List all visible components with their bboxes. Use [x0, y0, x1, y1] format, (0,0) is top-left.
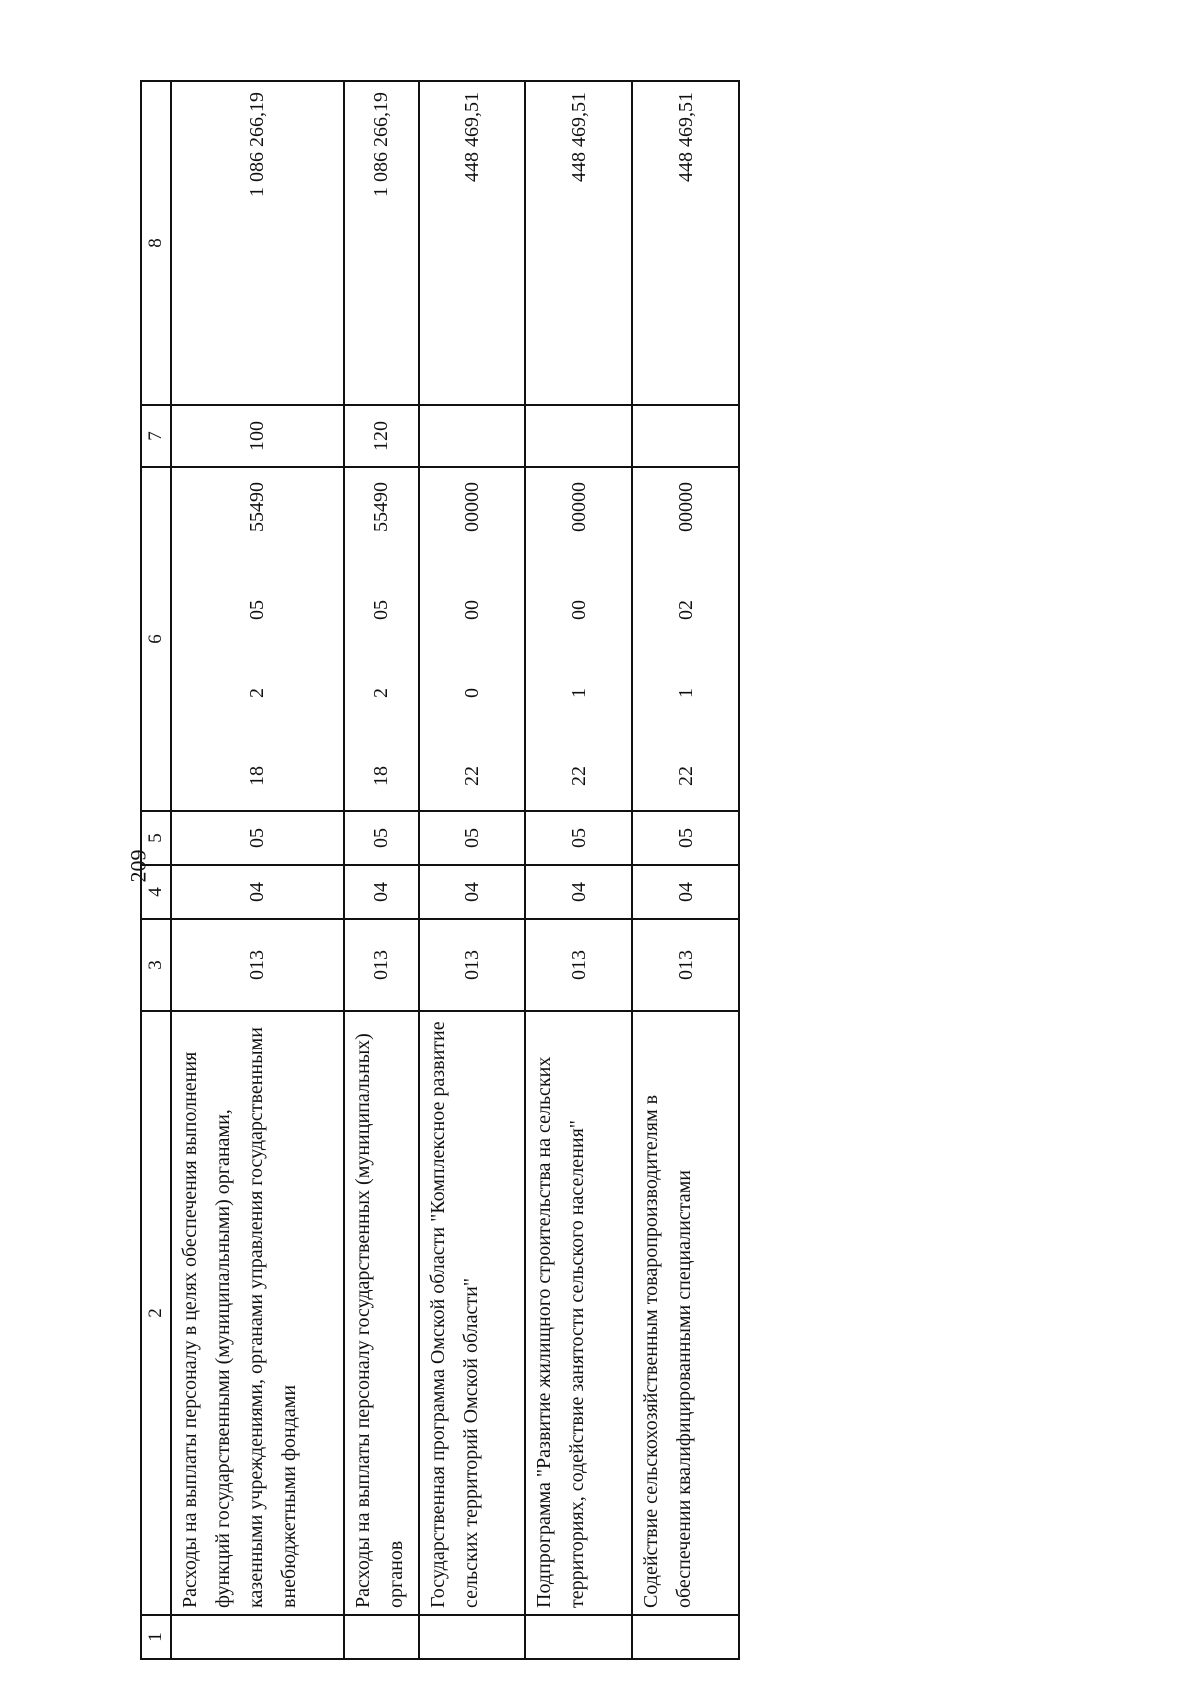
row-number-cell — [632, 1615, 739, 1659]
direction-code: 00000 — [567, 482, 590, 532]
section-code-cell: 04 — [419, 865, 526, 919]
section-code-cell: 04 — [632, 865, 739, 919]
target-article-cell — [525, 467, 632, 811]
row-number-cell — [419, 1615, 526, 1659]
admin-code-cell: 013 — [525, 919, 632, 1011]
section-code-cell: 04 — [525, 865, 632, 919]
header-cell-7: 7 — [141, 405, 171, 467]
header-cell-2: 2 — [141, 1011, 171, 1615]
subsection-code-cell: 05 — [632, 811, 739, 865]
subsection-code-cell: 05 — [525, 811, 632, 865]
subsection-code-cell: 05 — [344, 811, 419, 865]
activity-code: 05 — [370, 600, 393, 620]
target-article-cell — [632, 467, 739, 811]
description-cell: Расходы на выплаты персоналу в целях обеспечения выполнения функций государственными (муниципальными) органами, казенными учреждениями, органами управления государственными внебюджетными фондами — [171, 1011, 344, 1615]
header-cell-4: 4 — [141, 865, 171, 919]
table-row — [632, 81, 739, 1659]
description-cell: Государственная программа Омской области "Комплексное развитие сельских территорий Омской области" — [419, 1011, 526, 1615]
activity-code: 00 — [567, 600, 590, 620]
header-cell-6: 6 — [141, 467, 171, 811]
row-number-cell — [171, 1615, 344, 1659]
admin-code-cell: 013 — [171, 919, 344, 1011]
admin-code-cell: 013 — [632, 919, 739, 1011]
table-row — [525, 81, 632, 1659]
row-number-cell — [344, 1615, 419, 1659]
section-code-cell: 04 — [171, 865, 344, 919]
table-row — [419, 81, 526, 1659]
expense-type-cell: 120 — [344, 405, 419, 467]
header-row — [141, 81, 171, 1659]
table-row — [171, 81, 344, 1659]
description-cell: Расходы на выплаты персоналу государственных (муниципальных) органов — [344, 1011, 419, 1615]
expense-type-cell — [632, 405, 739, 467]
amount-cell: 448 469,51 — [525, 81, 632, 405]
program-code: 18 — [246, 766, 269, 786]
description-cell: Подпрограмма "Развитие жилищного строительства на сельских территориях, содействие занятости сельского населения" — [525, 1011, 632, 1615]
header-cell-8: 8 — [141, 81, 171, 405]
amount-cell: 1 086 266,19 — [171, 81, 344, 405]
subprogram-code: 2 — [246, 688, 269, 698]
subprogram-code: 0 — [461, 688, 484, 698]
subsection-code-cell: 05 — [171, 811, 344, 865]
subprogram-code: 1 — [567, 688, 590, 698]
rotated-sheet — [140, 80, 740, 1660]
header-cell-1: 1 — [141, 1615, 171, 1659]
admin-code-cell: 013 — [344, 919, 419, 1011]
budget-table-container — [140, 80, 740, 1660]
direction-code: 55490 — [370, 482, 393, 532]
expense-type-cell — [525, 405, 632, 467]
program-code: 18 — [370, 766, 393, 786]
program-code: 22 — [461, 766, 484, 786]
amount-cell: 448 469,51 — [632, 81, 739, 405]
admin-code-cell: 013 — [419, 919, 526, 1011]
direction-code: 00000 — [461, 482, 484, 532]
description-cell: Содействие сельскохозяйственным товаропроизводителям в обеспечении квалифицированными специалистами — [632, 1011, 739, 1615]
direction-code: 00000 — [674, 482, 697, 532]
target-article-cell — [419, 467, 526, 811]
program-code: 22 — [567, 766, 590, 786]
direction-code: 55490 — [246, 482, 269, 532]
amount-cell: 1 086 266,19 — [344, 81, 419, 405]
header-cell-3: 3 — [141, 919, 171, 1011]
page-number: 209 — [125, 849, 150, 883]
section-code-cell: 04 — [344, 865, 419, 919]
subsection-code-cell: 05 — [419, 811, 526, 865]
activity-code: 02 — [674, 600, 697, 620]
table-row — [344, 81, 419, 1659]
subprogram-code: 1 — [674, 688, 697, 698]
activity-code: 00 — [461, 600, 484, 620]
expense-type-cell — [419, 405, 526, 467]
program-code: 22 — [674, 766, 697, 786]
target-article-cell — [171, 467, 344, 811]
budget-table — [140, 80, 740, 1660]
target-article-cell — [344, 467, 419, 811]
row-number-cell — [525, 1615, 632, 1659]
header-cell-5: 5 — [141, 811, 171, 865]
subprogram-code: 2 — [370, 688, 393, 698]
expense-type-cell: 100 — [171, 405, 344, 467]
activity-code: 05 — [246, 600, 269, 620]
amount-cell: 448 469,51 — [419, 81, 526, 405]
